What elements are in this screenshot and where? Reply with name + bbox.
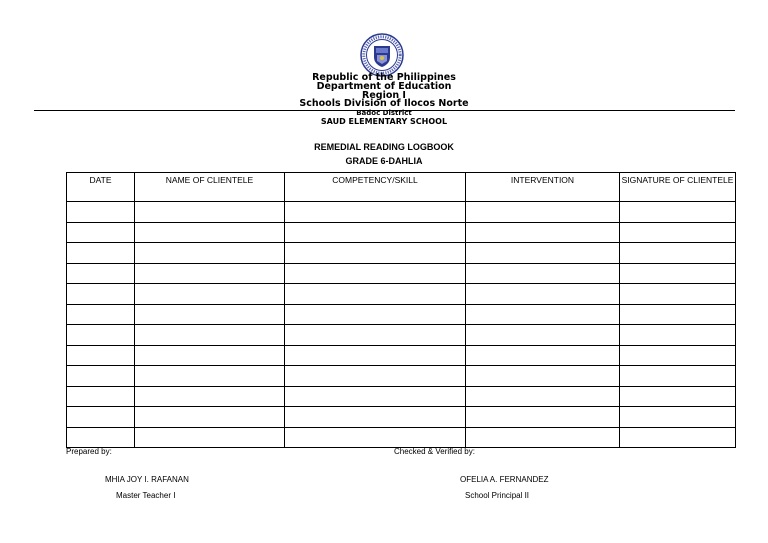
header-district: Badoc District: [356, 109, 412, 117]
table-cell[interactable]: [67, 202, 135, 223]
table-cell[interactable]: [466, 222, 620, 243]
table-cell[interactable]: [67, 243, 135, 264]
table-row: [67, 284, 736, 305]
table-cell[interactable]: [285, 427, 466, 448]
table-cell[interactable]: [285, 366, 466, 387]
table-cell[interactable]: [67, 427, 135, 448]
table-cell[interactable]: [285, 325, 466, 346]
column-header-competency: COMPETENCY/SKILL: [285, 173, 466, 202]
deped-seal-icon: [360, 33, 404, 77]
table-row: [67, 202, 736, 223]
table-row: [67, 222, 736, 243]
preparer-name: MHIA JOY I. RAFANAN: [105, 475, 189, 484]
table-row: [67, 243, 736, 264]
table-cell[interactable]: [620, 243, 736, 264]
table-row: [67, 427, 736, 448]
table-cell[interactable]: [285, 243, 466, 264]
header-department: Department of Education: [316, 81, 452, 92]
prepared-by-label: Prepared by:: [66, 447, 112, 456]
table-cell[interactable]: [67, 263, 135, 284]
column-header-signature: SIGNATURE OF CLIENTELE: [620, 173, 736, 202]
table-cell[interactable]: [67, 304, 135, 325]
table-body: [67, 202, 736, 448]
table-cell[interactable]: [285, 407, 466, 428]
preparer-position: Master Teacher I: [116, 491, 176, 500]
table-cell[interactable]: [135, 222, 285, 243]
table-cell[interactable]: [135, 284, 285, 305]
checker-name: OFELIA A. FERNANDEZ: [460, 475, 549, 484]
table-cell[interactable]: [620, 366, 736, 387]
table-row: [67, 263, 736, 284]
column-header-date: DATE: [67, 173, 135, 202]
table-cell[interactable]: [620, 386, 736, 407]
table-cell[interactable]: [135, 304, 285, 325]
table-cell[interactable]: [67, 284, 135, 305]
table-cell[interactable]: [135, 325, 285, 346]
table-cell[interactable]: [285, 345, 466, 366]
table-cell[interactable]: [135, 345, 285, 366]
header-school: SAUD ELEMENTARY SCHOOL: [320, 117, 448, 126]
header-region: Region I: [362, 90, 406, 101]
column-header-intervention: INTERVENTION: [466, 173, 620, 202]
table-cell[interactable]: [285, 284, 466, 305]
table-cell[interactable]: [135, 407, 285, 428]
checked-by-label: Checked & Verified by:: [394, 447, 475, 456]
table-cell[interactable]: [285, 202, 466, 223]
table-cell[interactable]: [466, 427, 620, 448]
table-cell[interactable]: [620, 407, 736, 428]
table-cell[interactable]: [466, 243, 620, 264]
logbook-table: [66, 172, 736, 448]
table-cell[interactable]: [620, 202, 736, 223]
table-cell[interactable]: [285, 386, 466, 407]
table-cell[interactable]: [466, 386, 620, 407]
table-cell[interactable]: [466, 304, 620, 325]
table-cell[interactable]: [67, 345, 135, 366]
table-cell[interactable]: [285, 263, 466, 284]
table-cell[interactable]: [135, 427, 285, 448]
table-cell[interactable]: [67, 325, 135, 346]
checker-position: School Principal II: [465, 491, 530, 500]
table-cell[interactable]: [466, 202, 620, 223]
table-row: [67, 345, 736, 366]
table-cell[interactable]: [620, 325, 736, 346]
table-cell[interactable]: [67, 386, 135, 407]
table-cell[interactable]: [67, 407, 135, 428]
table-cell[interactable]: [466, 345, 620, 366]
table-cell[interactable]: [466, 284, 620, 305]
table-cell[interactable]: [466, 407, 620, 428]
document-subtitle: GRADE 6-DAHLIA: [345, 156, 423, 166]
table-cell[interactable]: [135, 263, 285, 284]
table-row: [67, 386, 736, 407]
table-cell[interactable]: [67, 222, 135, 243]
table-cell[interactable]: [620, 345, 736, 366]
table-cell[interactable]: [620, 304, 736, 325]
table-cell[interactable]: [466, 263, 620, 284]
table-cell[interactable]: [135, 243, 285, 264]
table-cell[interactable]: [466, 325, 620, 346]
column-header-name: NAME OF CLIENTELE: [135, 173, 285, 202]
table-row: [67, 366, 736, 387]
header-republic: Republic of the Philippines: [312, 72, 456, 83]
table-cell[interactable]: [135, 366, 285, 387]
table-row: [67, 304, 736, 325]
table-cell[interactable]: [67, 366, 135, 387]
table-cell[interactable]: [620, 222, 736, 243]
table-header-row: [67, 173, 736, 202]
table-cell[interactable]: [620, 263, 736, 284]
table-row: [67, 407, 736, 428]
table-cell[interactable]: [135, 386, 285, 407]
table-cell[interactable]: [285, 222, 466, 243]
table-cell[interactable]: [135, 202, 285, 223]
table-cell[interactable]: [620, 427, 736, 448]
table-cell[interactable]: [466, 366, 620, 387]
table-row: [67, 325, 736, 346]
header-division: Schools Division of Ilocos Norte: [299, 98, 469, 109]
table-cell[interactable]: [285, 304, 466, 325]
document-title: REMEDIAL READING LOGBOOK: [314, 142, 454, 152]
table-cell[interactable]: [620, 284, 736, 305]
